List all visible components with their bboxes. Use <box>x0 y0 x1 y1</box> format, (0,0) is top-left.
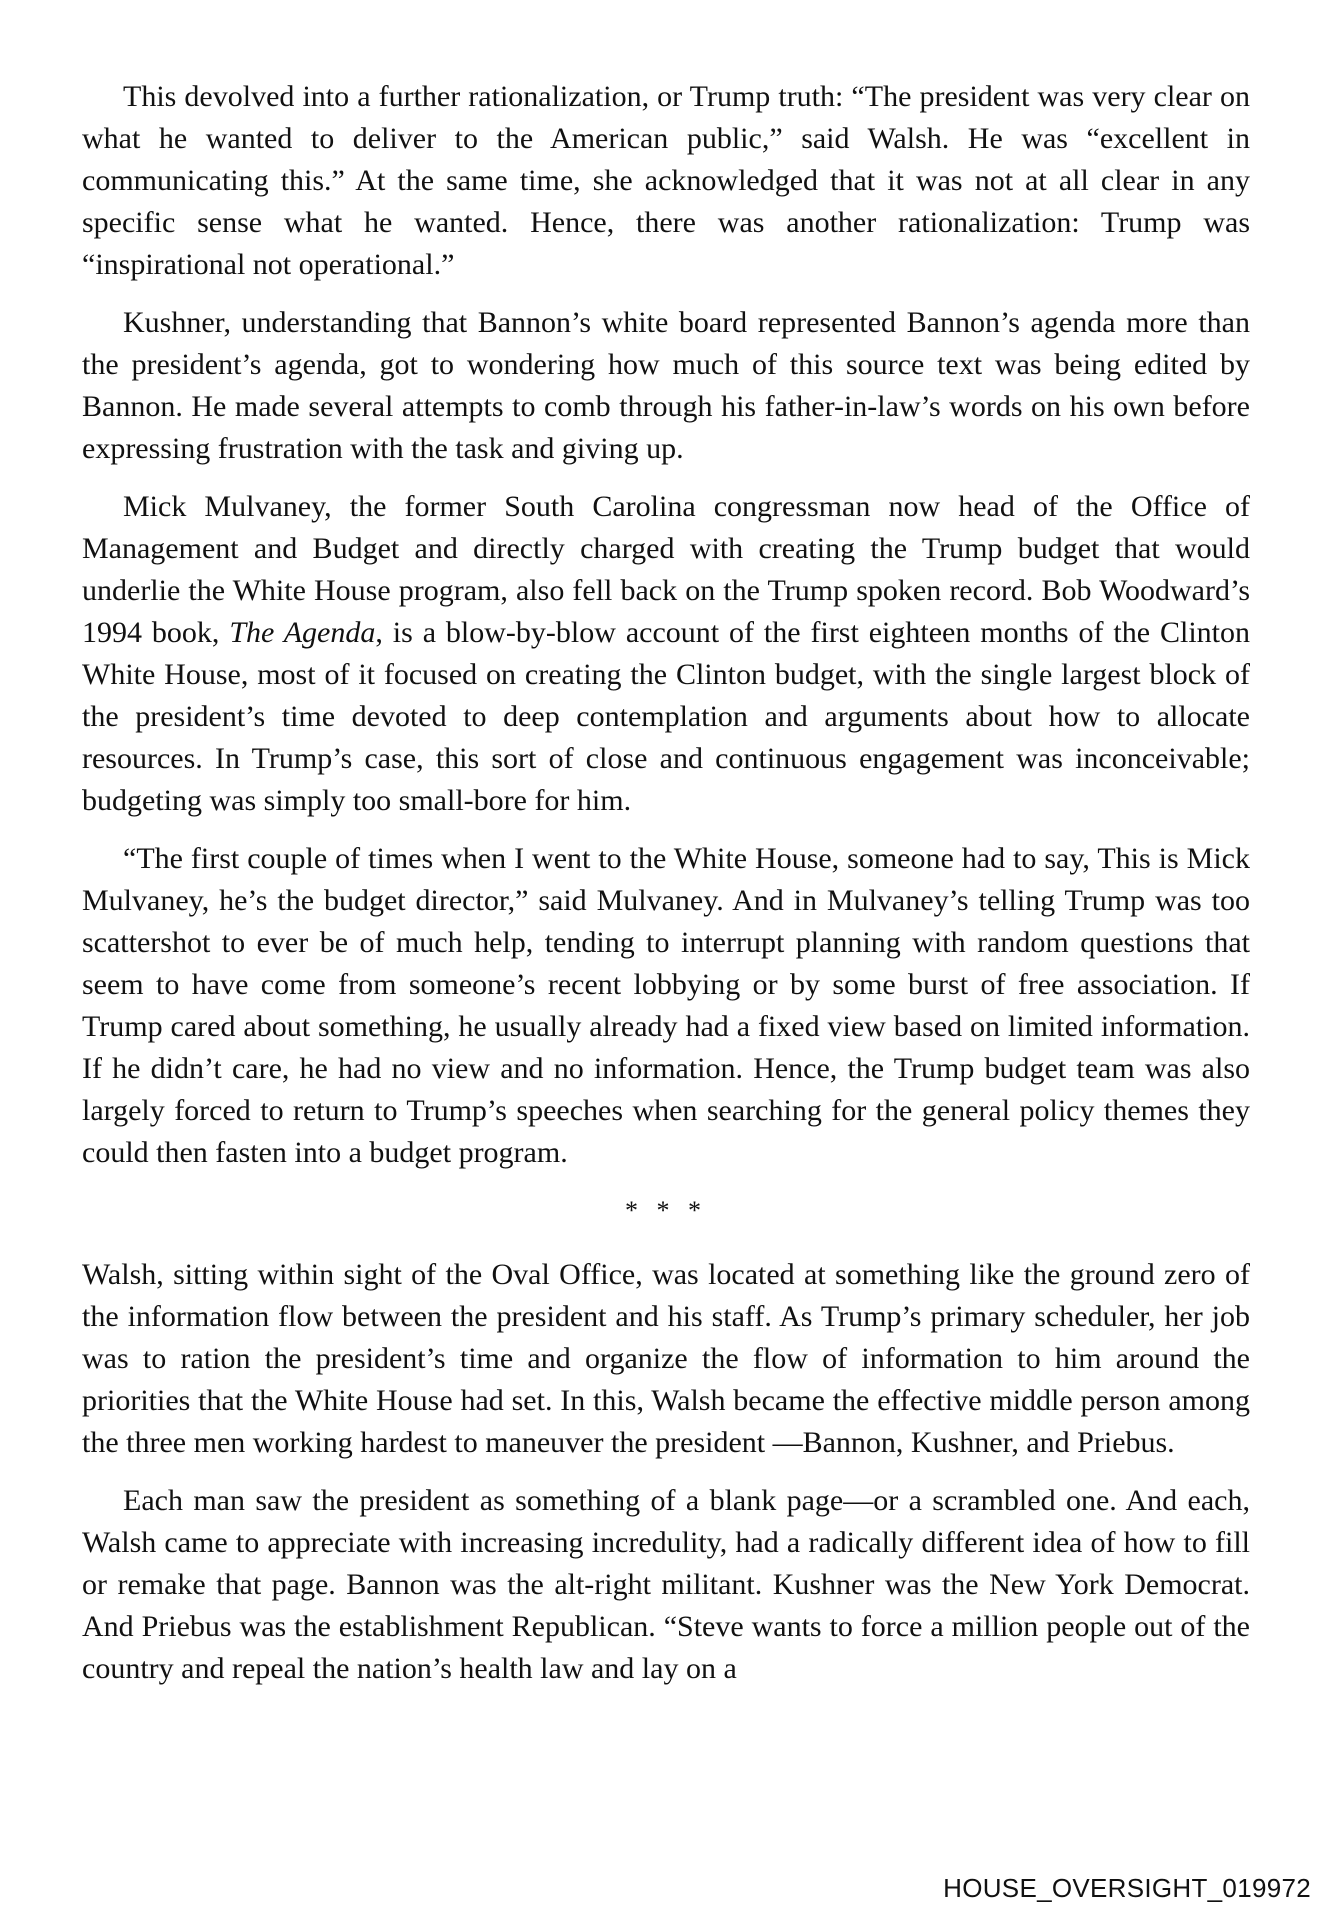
section-break: * * * <box>625 1196 707 1225</box>
paragraph-walsh-rationalization <box>82 76 1250 286</box>
paragraph-kushner-whiteboard <box>82 302 1250 470</box>
paragraph-text: “The first couple of times when I went to the White House, someone had to say, This is Mick Mulvaney, he’s the budget director,” said Mulvaney. And in Mulvaney’s telling Trump was too scattershot to ever be of much help, tending to interrupt planning with random questions that seem to have come from someone’s recent lobbying or by some burst of free association. If Trump cared about something, he usually already had a fixed view based on limited information. If he didn’t care, he had no view and no information. Hence, the Trump budget team was also largely forced to return to Trump’s speeches when searching for the general policy themes they could then fasten into a budget program. <box>82 842 1250 1169</box>
paragraph-text: This devolved into a further rationalization, or Trump truth: “The president was very clear on what he wanted to deliver to the American public,” said Walsh. He was “excellent in communicating this.” At the same time, she acknowledged that it was not at all clear in any specific sense what he wanted. Hence, there was another rationalization: Trump was “inspirational not operational.” <box>82 80 1250 281</box>
paragraph-walsh-scheduler <box>82 1254 1250 1464</box>
paragraph-text: Walsh, sitting within sight of the Oval Office, was located at something like the ground zero of the information flow between the president and his staff. As Trump’s primary scheduler, her job was to ration the president’s time and organize the flow of information to him around the priorities that the White House had set. In this, Walsh became the effective middle person among the three men working hardest to maneuver the president —Bannon, Kushner, and Priebus. <box>82 1258 1250 1459</box>
paragraph-mulvaney-quote <box>82 838 1250 1174</box>
document-id-footer: HOUSE_OVERSIGHT_019972 <box>943 1873 1311 1903</box>
paragraph-text: , is a blow-by-blow account of the first eighteen months of the Clinton White House, most of it focused on creating the Clinton budget, with the single largest block of the president’s time devoted to deep contemplation and arguments about how to allocate resources. In Trump’s case, this sort of close and continuous engagement was inconceivable; budgeting was simply too small-bore for him. <box>82 616 1251 817</box>
paragraph-mulvaney-budget <box>82 486 1250 822</box>
paragraph-text: Mick Mulvaney, the former South Carolina congressman now head of the Office of Management and Budget and directly charged with creating the Trump budget that would underlie the White House program, also fell back on the Trump spoken record. Bob Woodward’s 1994 book, <box>82 490 1250 649</box>
book-title: The Agenda <box>229 616 376 649</box>
paragraph-text: Kushner, understanding that Bannon’s white board represented Bannon’s agenda more than the president’s agenda, got to wondering how much of this source text was being edited by Bannon. He made several attempts to comb through his father-in-law’s words on his own before expressing frustration with the task and giving up. <box>82 306 1250 465</box>
document-page <box>82 76 1250 1706</box>
paragraph-text: Each man saw the president as something of a blank page—or a scrambled one. And each, Walsh came to appreciate with increasing incredulity, had a radically different idea of how to fill or remake that page. Bannon was the alt-right militant. Kushner was the New York Democrat. And Priebus was the establishment Republican. “Steve wants to force a million people out of the country and repeal the nation’s health law and lay on a <box>82 1484 1250 1685</box>
paragraph-blank-page <box>82 1480 1250 1690</box>
